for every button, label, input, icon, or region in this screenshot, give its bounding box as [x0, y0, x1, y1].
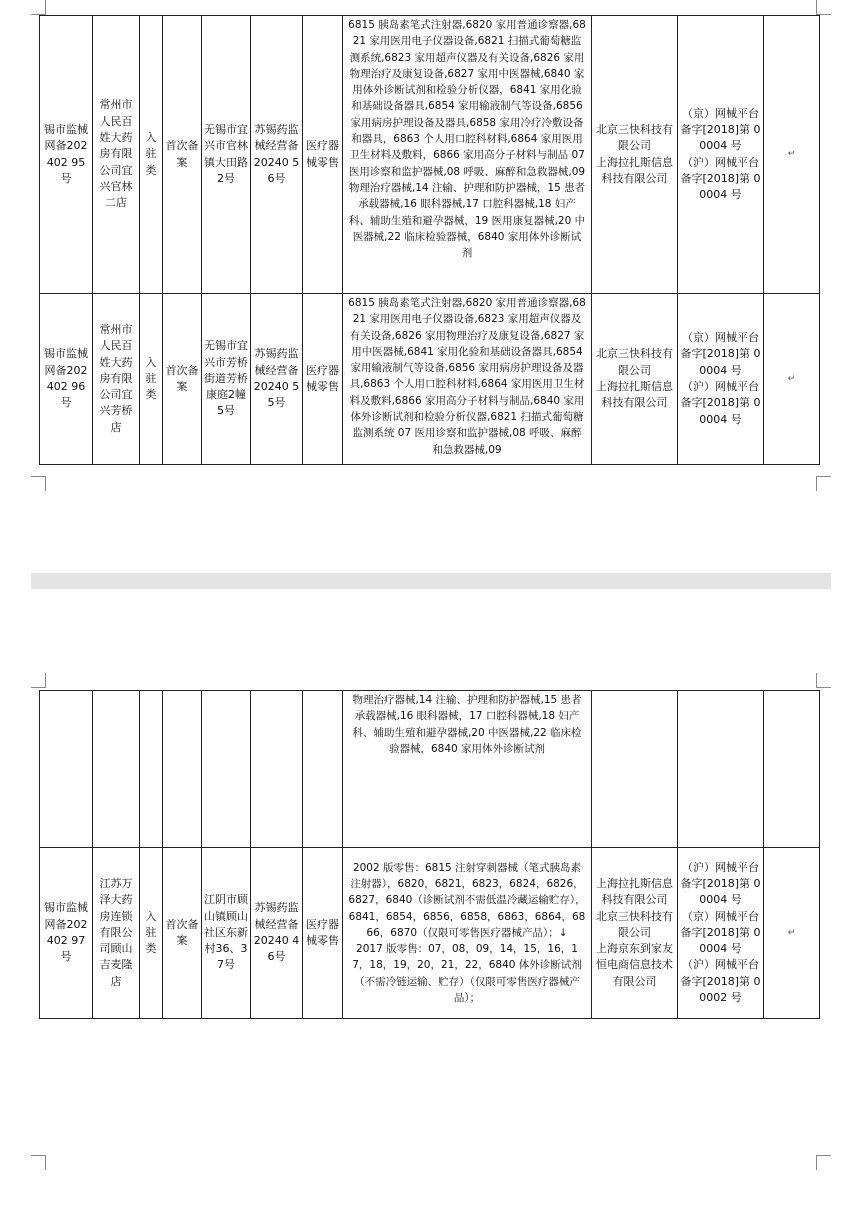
record-id-cell: 锡市监械网备202402 96号 — [40, 294, 93, 465]
crop-mark — [816, 0, 831, 15]
table-row — [40, 848, 820, 1019]
platform-cell: 上海拉扎斯信息科技有限公司 北京三快科技有限公司 上海京东到家友恒电商信息技术有限公司 — [592, 848, 678, 1019]
blank-cell: ↵ — [764, 16, 820, 294]
crop-mark — [31, 1155, 46, 1170]
record-id-cell: 锡市监械网备202402 97号 — [40, 848, 93, 1019]
type-cell: 入驻类 — [140, 848, 163, 1019]
crop-mark — [816, 673, 831, 688]
address-cell: 无锡市宜兴市官林镇大田路2号 — [202, 16, 251, 294]
table-row-continued — [40, 691, 820, 848]
scope-cell: 6815 胰岛素笔式注射器,6820 家用普通诊察器,6821 家用医用电子仪器设备,6821 扫描式葡萄糖监测系统,6823 家用超声仪器及有关设备,6826 家用物理治疗及康复设备,6827 家用中医器械,6840 家用体外诊断试剂和检验分析仪器，6841 家用化验和基础设备器具,6854 家用输液制气等设备,6856 家用病房护理设备及器具,6858 家用冷疗冷敷设备和器具，6863 个人用口腔科材料,6864 家用医用卫生材料及敷料，6866 家用高分子材料与制品 07 医用诊察和监护器械,08 呼吸、麻醉和急救器械,09 物理治疗器械,14 注输、护理和防护器械，15 患者承载器械,16 眼科器械,17 口腔科器械,18 妇产科、辅助生殖和避孕器械，19 医用康复器械,20 中医器械,22 临床检验器械，6840 家用体外诊断试剂 — [343, 16, 592, 294]
type-cell: 入驻类 — [140, 16, 163, 294]
blank-cell: ↵ — [764, 848, 820, 1019]
company-cell: 江苏万泽大药房连锁有限公司顾山吉麦隆店 — [93, 848, 140, 1019]
category-cell: 医疗器械零售 — [303, 294, 343, 465]
table-row — [40, 16, 820, 294]
scope-cell-continued: 物理治疗器械,14 注输、护理和防护器械,15 患者承载器械,16 眼科器械，17 口腔科器械,18 妇产科、辅助生殖和避孕器械,20 中医器械,22 临床检验器械，6840 家用体外诊断试剂 — [343, 691, 592, 848]
filing-cell: 首次备案 — [163, 16, 202, 294]
category-cell: 医疗器械零售 — [303, 848, 343, 1019]
scope-cell: 2002 版零售：6815 注射穿刺器械（笔式胰岛素注射器），6820，6821，6823，6824，6826，6827，6840（诊断试剂不需低温冷藏运输贮存），6841，6854，6856，6858，6863，6864，6866，6870（仅限可零售医疗器械产品）；↓ 2017 版零售：07，08，09，14，15，16，17，18，19，20，21，22，6840 体外诊断试剂（不需冷链运输、贮存）（仅限可零售医疗器械产品）； — [343, 848, 592, 1019]
company-cell: 常州市人民百姓大药房有限公司宜兴官林二店 — [93, 16, 140, 294]
page-separator — [31, 573, 831, 589]
platform-cell: 北京三快科技有限公司 上海拉扎斯信息科技有限公司 — [592, 294, 678, 465]
page-1 — [0, 0, 850, 573]
filing-table-page-2 — [39, 690, 820, 1019]
type-cell: 入驻类 — [140, 294, 163, 465]
platform-record-cell: （京）网械平台备字[2018]第 00004 号 （沪）网械平台备字[2018]第 00004 号 — [678, 294, 764, 465]
page-2 — [0, 589, 850, 1220]
blank-cell: ↵ — [764, 294, 820, 465]
company-cell: 常州市人民百姓大药房有限公司宜兴芳桥店 — [93, 294, 140, 465]
crop-mark — [816, 1155, 831, 1170]
crop-mark — [31, 0, 46, 15]
category-cell: 医疗器械零售 — [303, 16, 343, 294]
license-cell: 苏锡药监械经营备20240 56号 — [251, 16, 303, 294]
filing-table-page-1 — [39, 15, 820, 465]
address-cell: 江阴市顾山镇顾山社区东新村36、37号 — [202, 848, 251, 1019]
crop-mark — [816, 476, 831, 491]
record-id-cell: 锡市监械网备202402 95号 — [40, 16, 93, 294]
crop-mark — [31, 673, 46, 688]
platform-cell: 北京三快科技有限公司 上海拉扎斯信息科技有限公司 — [592, 16, 678, 294]
platform-record-cell: （京）网械平台备字[2018]第 00004 号 （沪）网械平台备字[2018]第 00004 号 — [678, 16, 764, 294]
license-cell: 苏锡药监械经营备20240 55号 — [251, 294, 303, 465]
filing-cell: 首次备案 — [163, 294, 202, 465]
address-cell: 无锡市宜兴市芳桥街道芳桥康庭2幢5号 — [202, 294, 251, 465]
table-row — [40, 294, 820, 465]
license-cell: 苏锡药监械经营备20240 46号 — [251, 848, 303, 1019]
platform-record-cell: （沪）网械平台备字[2018]第 00004 号 （京）网械平台备字[2018]第 00004 号 （沪）网械平台备字[2018]第 00002 号 — [678, 848, 764, 1019]
crop-mark — [31, 476, 46, 491]
scope-cell: 6815 胰岛素笔式注射器,6820 家用普通诊察器,6821 家用医用电子仪器设备,6823 家用超声仪器及有关设备,6826 家用物理治疗及康复设备,6827 家用中医器械,6841 家用化验和基础设备器具,6854 家用输液制气等设备,6856 家用病房护理设备及器具,6863 个人用口腔科材料,6864 家用医用卫生材料及敷料,6866 家用高分子材料与制品,6840 家用体外诊断试剂和检验分析仪器,6821 扫描式葡萄糖监测系统 07 医用诊察和监护器械,08 呼吸、麻醉和急救器械,09 — [343, 294, 592, 465]
filing-cell: 首次备案 — [163, 848, 202, 1019]
